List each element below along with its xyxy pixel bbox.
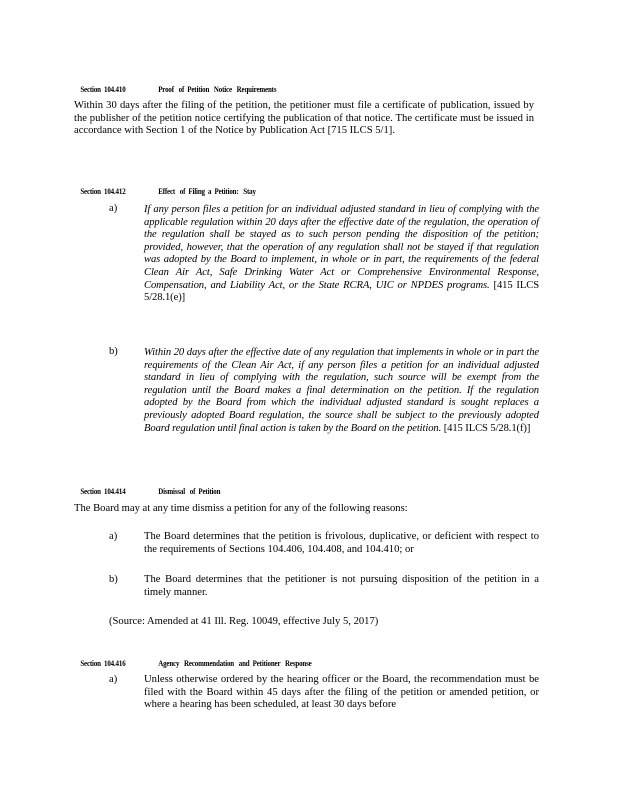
subsection-a — [109, 674, 539, 718]
subsection-label: b) — [109, 346, 118, 357]
statute-citation: [415 ILCS 5/28.1(e)] — [144, 279, 539, 304]
section-number: Section 104.414 — [80, 486, 126, 496]
statute-citation: [415 ILCS 5/28.1(f)] — [443, 422, 531, 434]
subsection-text — [144, 204, 539, 305]
section-title: Effect of Filing a Petition: Stay — [158, 186, 256, 196]
section-number: Section 104.412 — [80, 186, 126, 196]
section-title: Dismissal of Petition — [158, 486, 221, 496]
section-number: Section 104.416 — [80, 658, 126, 668]
subsection-text — [144, 347, 539, 435]
subsection-label: a) — [109, 531, 118, 542]
subsection-body: Within 20 days after the effective date of any regulation that implements in whole or in part the requirements of the Clean Air Act, if any person files a petition for an individual adjusted standard in lieu of complying with the regulation, such source will be exempt from the regulation until the Board makes a final determination on the petition. If the regulation adopted by the Board from which the individual adjusted standard is sought replaces a previously adopted Board regulation, the source shall be subject to the previously adopted Board regulation until final action is taken by the Board on the petition. — [144, 347, 539, 434]
subsection-label: a) — [109, 674, 118, 685]
subsection-b — [109, 574, 539, 604]
section-number: Section 104.410 — [80, 84, 126, 94]
subsection-text: The Board determines that the petition is frivolous, duplicative, or deficient with respect to the requirements of Sections 104.406, 104.408, and 104.410; or — [144, 531, 539, 555]
section-title: Proof of Petition Notice Requirements — [158, 84, 277, 94]
subsection-body: If any person files a petition for an individual adjusted standard in lieu of complying with the applicable regulation within 20 days after the effective date of the regulation, the operation of the regulation shall be stayed as to such person pending the disposition of the petition; provided, however, that the operation of any regulation shall not be stayed if that regulation was adopted by the Board to implement, in whole or in part, the requirements of the federal Clean Air Act, Safe Drinking Water Act or Comprehensive Environmental Response, Compensation, and Liability Act, or the State RCRA, UIC or NPDES programs. — [144, 204, 539, 291]
section-heading-104-412 — [74, 176, 256, 206]
section-heading-104-414 — [74, 476, 220, 506]
source-note: (Source: Amended at 41 Ill. Reg. 10049, effective July 5, 2017) — [109, 616, 379, 627]
subsection-text: The Board determines that the petitioner is not pursuing disposition of the petition in a timely manner. — [144, 574, 539, 598]
subsection-a — [109, 531, 539, 561]
subsection-label: a) — [109, 203, 118, 214]
section-body: Within 30 days after the filing of the petition, the petitioner must file a certificate of publication, issued by the publisher of the petition notice certifying the publication of that notice. The certificate must be issued in accordance with Section 1 of the Notice by Publication Act [715 ILCS 5/1]. — [74, 100, 534, 137]
subsection-b — [109, 346, 539, 466]
subsection-label: b) — [109, 574, 118, 585]
section-title: Agency Recommendation and Petitioner Response — [158, 658, 312, 668]
section-body: The Board may at any time dismiss a petition for any of the following reasons: — [74, 503, 408, 514]
subsection-a — [109, 203, 539, 333]
subsection-text: Unless otherwise ordered by the hearing officer or the Board, the recommendation must be filed with the Board within 45 days after the filing of the petition or amended petition, or where a hearing has been scheduled, at least 30 days before — [144, 674, 539, 711]
